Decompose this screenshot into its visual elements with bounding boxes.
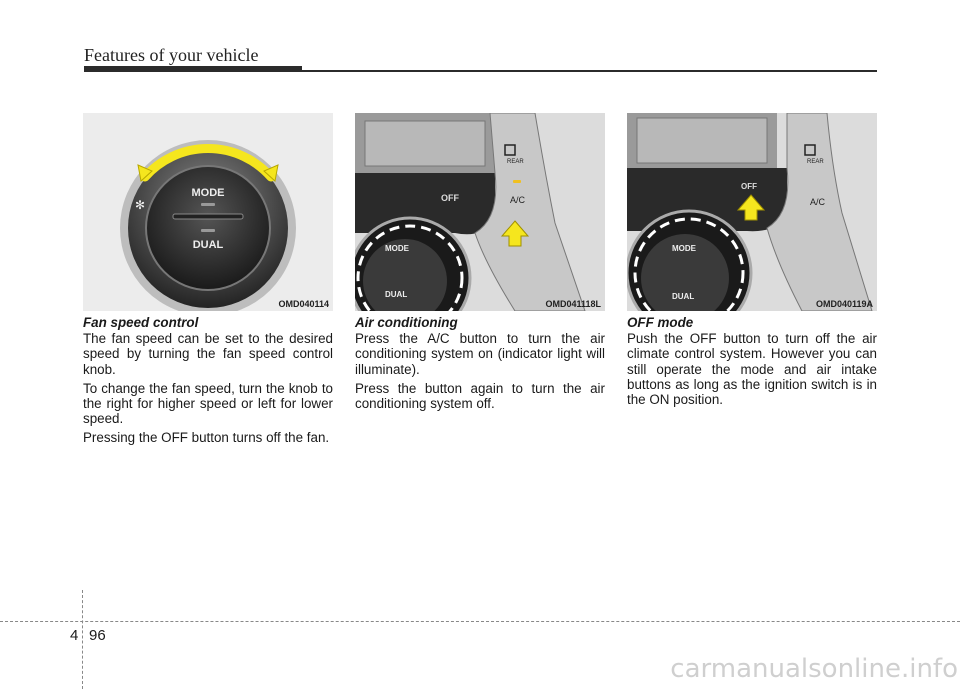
figure-fan-speed-knob — [83, 113, 333, 311]
mode-label: MODE — [385, 244, 409, 253]
dual-label: DUAL — [192, 239, 224, 251]
dual-label: DUAL — [672, 292, 695, 301]
footer-divider — [82, 590, 83, 689]
watermark: carmanualsonline.info — [670, 654, 958, 684]
rear-label: REAR — [507, 159, 524, 165]
off-label: OFF — [741, 182, 757, 191]
header-rule — [300, 70, 877, 72]
dual-label: DUAL — [385, 290, 408, 299]
ac-label: A/C — [810, 197, 826, 207]
section-heading: Air conditioning — [355, 315, 458, 330]
section-heading: OFF mode — [627, 315, 694, 330]
section-air-conditioning — [355, 315, 605, 415]
paragraph: The fan speed can be set to the desired speed by turning the fan speed control knob. — [83, 331, 333, 377]
section-off-mode — [627, 315, 877, 411]
footer-rule — [0, 621, 960, 622]
off-panel-illustration — [627, 113, 877, 311]
paragraph: To change the fan speed, turn the knob to the right for higher speed or left for lower speed. — [83, 380, 333, 427]
paragraph: Press the A/C button to turn the air conditioning system on (indicator light will illuminate). — [355, 331, 605, 377]
page-number: 96 — [89, 627, 106, 644]
figure-code: OMD040119A — [815, 299, 873, 309]
header-bar — [84, 66, 302, 72]
ac-panel-illustration — [355, 113, 605, 311]
section-fan-speed-control — [83, 315, 333, 450]
section-heading: Fan speed control — [83, 315, 199, 330]
mode-label: MODE — [191, 187, 225, 199]
paragraph: Push the OFF button to turn off the air climate control system. However you can still operate the mode and air intake buttons as long as the ignition switch is in the ON position. — [627, 331, 877, 408]
fan-knob-illustration — [83, 113, 333, 311]
figure-off-button — [627, 113, 877, 311]
figure-code: OMD040114 — [278, 299, 329, 309]
chapter-number: 4 — [70, 627, 79, 644]
paragraph: Pressing the OFF button turns off the fan. — [83, 430, 330, 446]
off-label: OFF — [441, 193, 459, 203]
paragraph: Press the button again to turn the air conditioning system off. — [355, 380, 605, 412]
page-header-title: Features of your vehicle — [84, 45, 259, 65]
ac-label: A/C — [510, 195, 526, 205]
mode-label: MODE — [672, 244, 696, 253]
fan-icon: ✻ — [135, 198, 146, 212]
figure-ac-button — [355, 113, 605, 311]
rear-label: REAR — [807, 159, 824, 165]
figure-code: OMD041118L — [545, 299, 601, 309]
